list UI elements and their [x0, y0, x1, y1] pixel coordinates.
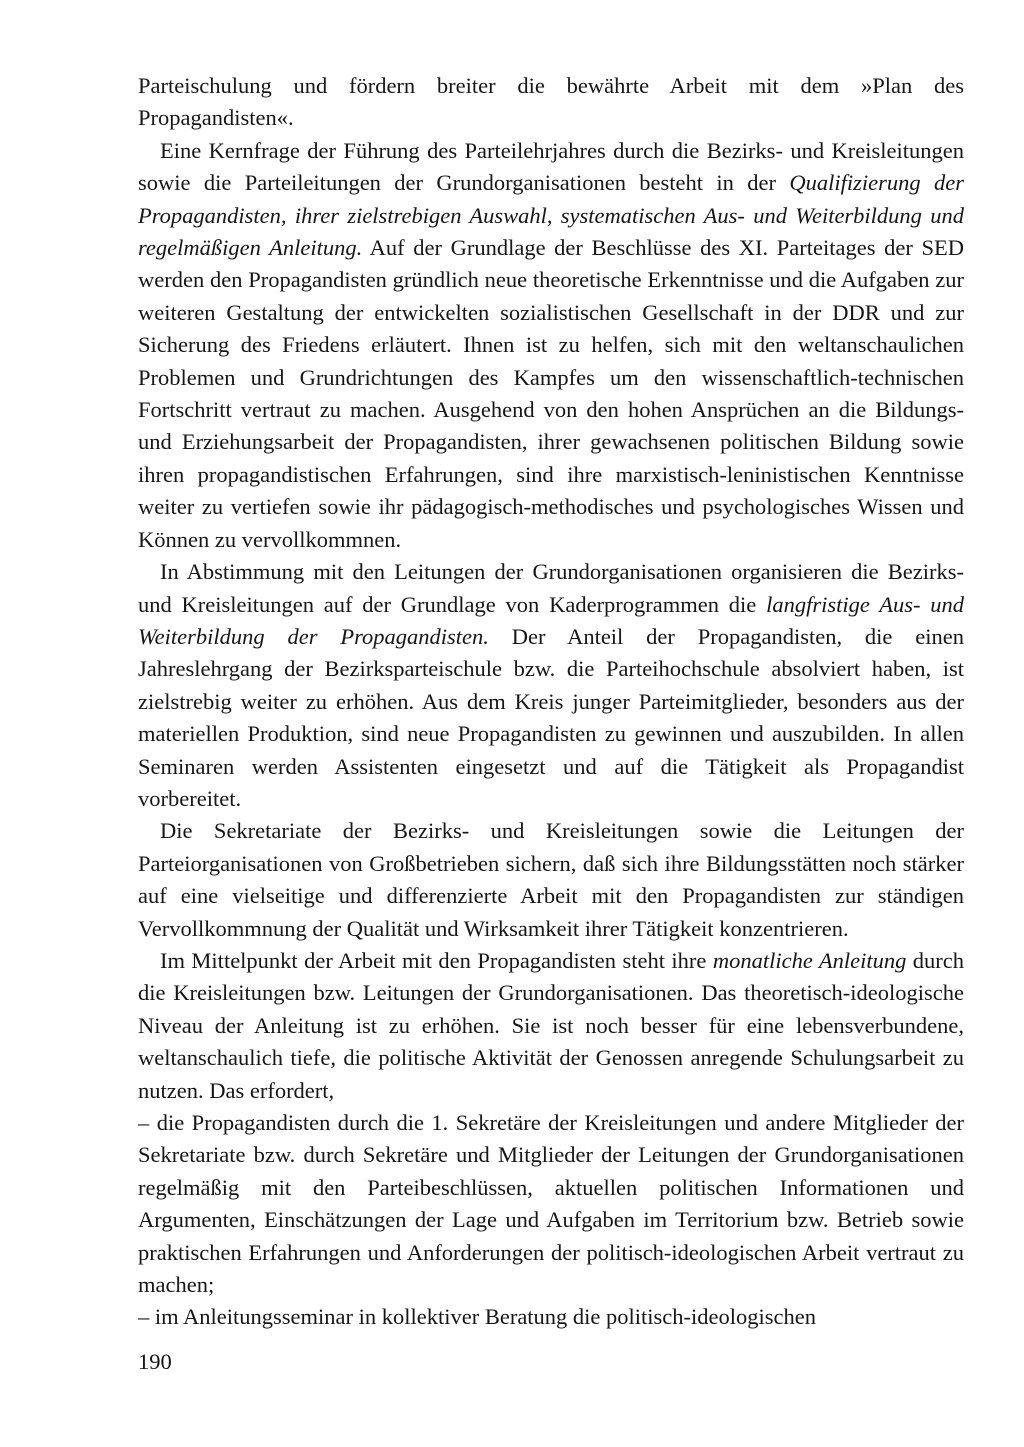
emphasis-run: langfristige Aus- und Weiterbildung der Propagandisten.	[138, 591, 964, 649]
paragraph-continuation: Parteischulung und fördern breiter die bewährte Arbeit mit dem »Plan des Propagandisten«.	[138, 73, 964, 131]
page-number: 190	[138, 1349, 172, 1374]
paragraph-long-term-training	[138, 556, 964, 815]
text-run: Der Anteil der Propagandisten, die einen Jahreslehrgang der Bezirksparteischule bzw. die Parteihochschule absolviert haben, ist zielstrebig weiter zu erhöhen. Aus dem Kreis junger Parteimitglieder, besonders aus der materiellen Produktion, sind neue Propagandisten zu gewinnen und auszubilden. In allen Seminaren werden Assistenten eingesetzt und auf die Tätigkeit als Propagandist vorbereitet.	[138, 623, 964, 811]
text-run: durch die Kreisleitungen bzw. Leitungen der Grundorganisationen. Das theoretisch-ideologische Niveau der Anleitung ist zu erhöhen. Sie ist noch besser für eine lebensverbundene, weltanschaulich tiefe, die politische Aktivität der Genossen anregende Schulungsarbeit zu nutzen. Das erfordert,	[138, 947, 964, 1103]
emphasis-run: monatliche Anleitung	[712, 947, 907, 973]
text-run: Auf der Grundlage der Beschlüsse des XI. Parteitages der SED werden den Propagandisten gründlich neue theoretische Erkenntnisse und die Aufgaben zur weiteren Gestaltung der entwickelten sozialistischen Gesellschaft in der DDR und zur Sicherung des Friedens erläutert. Ihnen ist zu helfen, sich mit den weltanschaulichen Problemen und Grundrichtungen des Kampfes um den wissenschaftlich-technischen Fortschritt vertraut zu machen. Ausgehend von den hohen Ansprüchen an die Bildungs- und Erziehungsarbeit der Propagandisten, ihrer gewachsenen politischen Bildung sowie ihren propagandistischen Erfahrungen, sind ihre marxistisch-leninistischen Kenntnisse weiter zu vertiefen sowie ihr pädagogisch-methodisches und psychologisches Wissen und Können zu vervollkommnen.	[138, 235, 964, 552]
paragraph-monthly-instruction	[138, 945, 964, 1107]
paragraph-propagandist-qualification	[138, 135, 964, 556]
text-run: In Abstimmung mit den Leitungen der Grundorganisationen organisieren die Bezirks- und Kreisleitungen auf der Grundlage von Kaderprogrammen die	[138, 559, 964, 617]
list-item-dash: – im Anleitungsseminar in kollektiver Beratung die politisch-ideologischen	[138, 1304, 816, 1330]
list-item-dash: – die Propagandisten durch die 1. Sekretäre der Kreisleitungen und andere Mitglieder der Sekretariate bzw. durch Sekretäre und Mitglieder der Leitungen der Grundorganisationen regelmäßig mit den Parteibeschlüssen, aktuellen politischen Informationen und Argumenten, Einschätzungen der Lage und Aufgaben im Territorium bzw. Betrieb sowie praktischen Erfahrungen und Anforderungen der politisch-ideologischen Arbeit vertraut zu machen;	[138, 1110, 964, 1298]
text-run: Im Mittelpunkt der Arbeit mit den Propagandisten steht ihre	[160, 947, 713, 973]
emphasis-run: Qualifizierung der Propagandisten, ihrer zielstrebigen Auswahl, systematischen Aus- und Weiterbildung und regelmäßigen Anleitung.	[138, 170, 964, 261]
text-run: Eine Kernfrage der Führung des Parteilehrjahres durch die Bezirks- und Kreisleitungen sowie die Parteileitungen der Grundorganisationen besteht in der	[138, 137, 964, 196]
page-body	[138, 70, 964, 1334]
paragraph-secretariats: Die Sekretariate der Bezirks- und Kreisleitungen sowie die Leitungen der Parteiorganisationen von Großbetrieben sichern, daß sich ihre Bildungsstätten noch stärker auf eine vielseitige und differenzierte Arbeit mit den Propagandisten zur ständigen Vervollkommnung der Qualität und Wirksamkeit ihrer Tätigkeit konzentrieren.	[138, 818, 964, 941]
